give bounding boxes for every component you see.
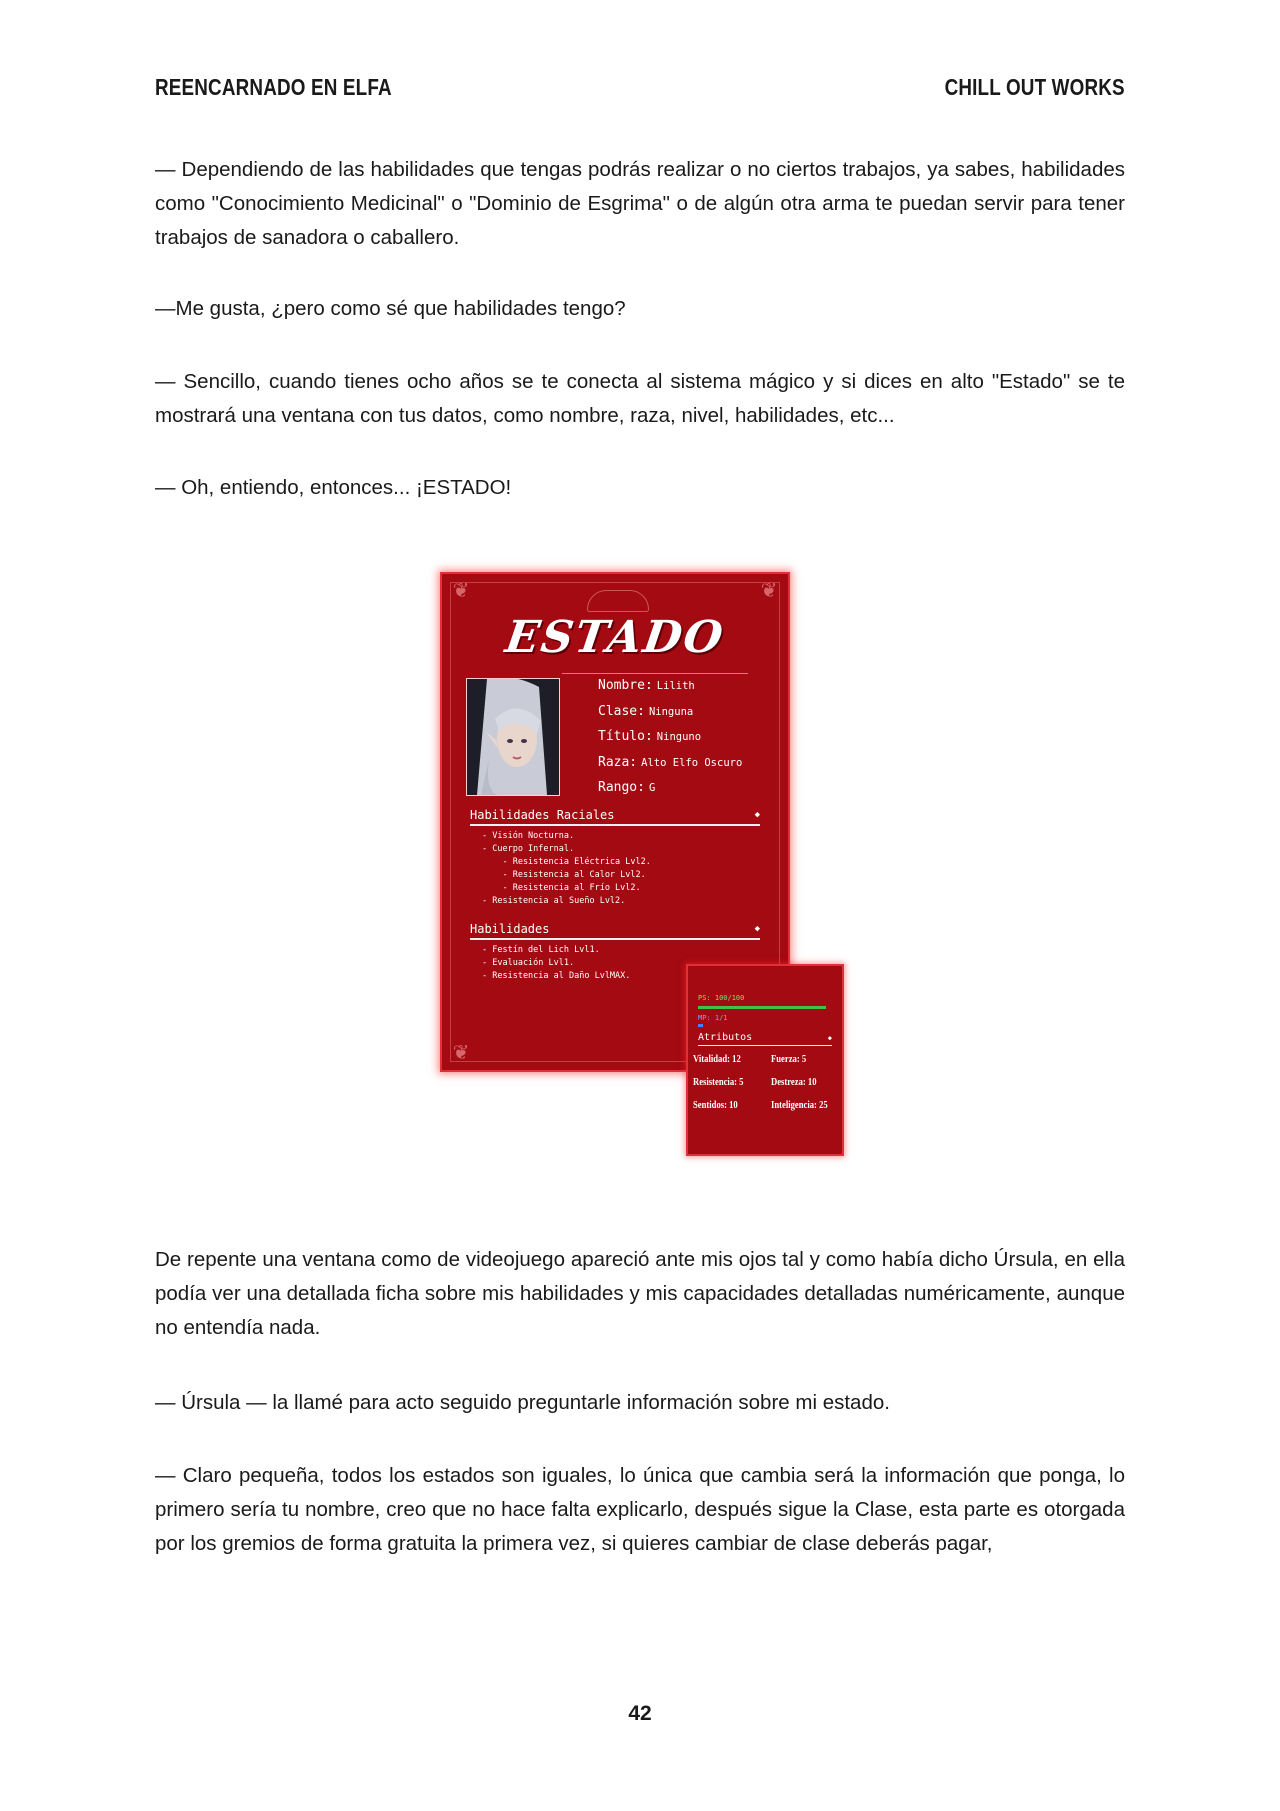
skill-item: - Resistencia al Sueño Lvl2. xyxy=(482,896,626,906)
attribute-value: Destreza: 10 xyxy=(771,1077,817,1088)
hp-label: PS: 100/100 xyxy=(698,994,745,1002)
skill-item: - Festín del Lich Lvl1. xyxy=(482,945,600,955)
field-race: Raza: Alto Elfo Oscuro xyxy=(598,754,743,770)
skill-item: - Resistencia al Calor Lvl2. xyxy=(482,870,646,880)
mp-label: MP: 1/1 xyxy=(698,1014,728,1022)
attribute-value: Resistencia: 5 xyxy=(693,1077,744,1088)
attributes-panel xyxy=(686,964,844,1156)
diamond-icon: ◆ xyxy=(754,924,760,934)
corner-ornament-icon: ❦ xyxy=(760,580,778,602)
corner-ornament-icon: ❦ xyxy=(452,1042,470,1064)
page-number: 42 xyxy=(628,1702,652,1725)
crest-ornament xyxy=(587,590,649,612)
skill-item: - Evaluación Lvl1. xyxy=(482,958,575,968)
paragraph: — Dependiendo de las habilidades que tengas podrás realizar o no ciertos trabajos, ya sabes, habilidades como "Conocimiento Medicinal" o "Dominio de Esgrima" o de algún otra arma te puedan servir para tener trabajos de sanadora o caballero. xyxy=(155,158,1125,249)
attributes-heading: Atributos xyxy=(698,1032,753,1043)
skill-item: - Cuerpo Infernal. xyxy=(482,844,575,854)
paragraph: — Oh, entiendo, entonces... ¡ESTADO! xyxy=(155,476,512,499)
racial-skills-section xyxy=(470,808,760,908)
skill-item: - Resistencia al Frío Lvl2. xyxy=(482,883,641,893)
skill-item: - Visión Nocturna. xyxy=(482,831,575,841)
field-rank: Rango: G xyxy=(598,780,656,795)
diamond-icon: ◆ xyxy=(827,1034,832,1042)
status-fields xyxy=(598,674,742,802)
paragraph: — Úrsula — la llamé para acto seguido preguntarle información sobre mi estado. xyxy=(155,1391,890,1414)
field-name: Nombre: Lilith xyxy=(598,678,695,693)
section-heading: Habilidades Raciales xyxy=(470,808,615,822)
character-portrait xyxy=(466,678,560,796)
publisher-name: CHILL OUT WORKS xyxy=(944,74,1125,100)
corner-ornament-icon: ❦ xyxy=(452,580,470,602)
attribute-value: Inteligencia: 25 xyxy=(771,1100,828,1111)
skill-item: - Resistencia Eléctrica Lvl2. xyxy=(482,857,651,867)
attribute-value: Fuerza: 5 xyxy=(771,1054,807,1065)
paragraph: De repente una ventana como de videojuego apareció ante mis ojos tal y como había dicho Úrsula, en ella podía ver una detallada ficha sobre mis habilidades y mis capacidades detalladas numéricamente, aunque no entendía nada. xyxy=(155,1248,1125,1339)
paragraph: — Sencillo, cuando tienes ocho años se te conecta al sistema mágico y si dices en alto "Estado" se te mostrará una ventana con tus datos, como nombre, raza, nivel, habilidades, etc... xyxy=(155,370,1125,427)
status-title: ESTADO xyxy=(502,612,728,663)
attribute-value: Vitalidad: 12 xyxy=(693,1054,741,1065)
field-title: Título: Ninguno xyxy=(598,729,702,744)
skill-item: - Resistencia al Daño LvlMAX. xyxy=(482,971,631,981)
book-title: REENCARNADO EN ELFA xyxy=(155,74,392,100)
section-heading: Habilidades xyxy=(470,922,550,936)
diamond-icon: ◆ xyxy=(754,810,760,820)
paragraph: —Me gusta, ¿pero como sé que habilidades tengo? xyxy=(155,297,626,320)
attribute-value: Sentidos: 10 xyxy=(693,1100,738,1111)
page-header xyxy=(155,74,1125,114)
hp-bar xyxy=(698,1006,826,1009)
paragraph: — Claro pequeña, todos los estados son iguales, lo única que cambia será la información que ponga, lo primero sería tu nombre, creo que no hace falta explicarlo, después sigue la Clase, esta parte es otorgada por los gremios de forma gratuita la primera vez, si quieres cambiar de clase deberás pagar, xyxy=(155,1464,1125,1555)
mp-bar xyxy=(698,1024,703,1027)
field-class: Clase: Ninguna xyxy=(598,703,694,719)
